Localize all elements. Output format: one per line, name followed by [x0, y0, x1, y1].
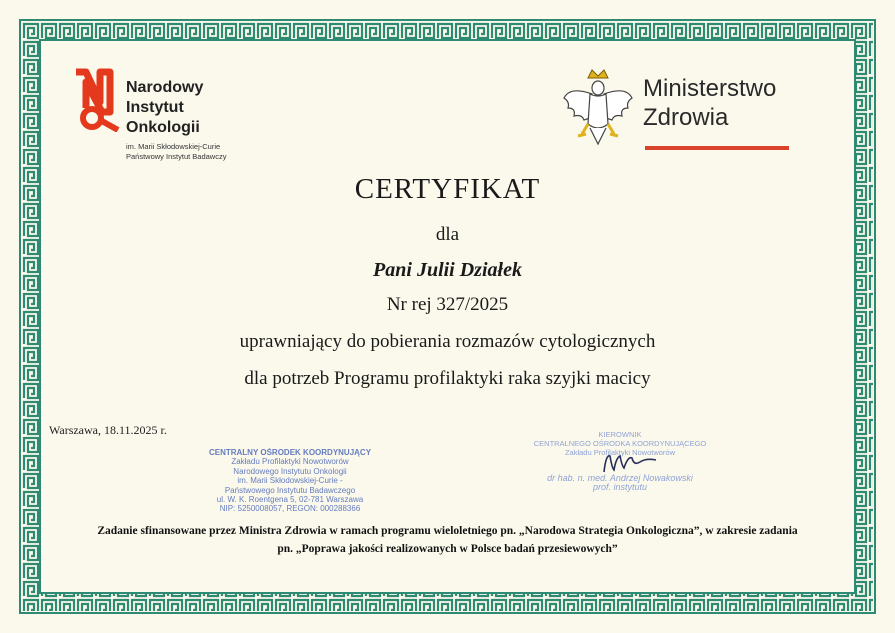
funding-note-line-2: pn. „Poprawa jakości realizowanych w Polsce badań przesiewowych” — [277, 543, 618, 555]
nio-symbol-icon — [70, 68, 122, 132]
ministry-logo — [560, 68, 800, 158]
nio-name-line-1: Narodowy — [126, 79, 204, 96]
recipient-name: Pani Julii Działek — [373, 259, 522, 281]
ministry-name-line-2: Zdrowia — [643, 104, 729, 131]
stamp-line: CENTRALNEGO OŚRODKA KOORDYNUJĄCEGO — [533, 439, 707, 448]
stamp-line: KIEROWNIK — [598, 430, 642, 439]
stamp-line: Zakładu Profilaktyki Nowotworów — [231, 457, 349, 467]
stamp-line: Zakładu Profilaktyki Nowotworów — [564, 448, 676, 457]
signer-title: prof. instytutu — [592, 482, 648, 492]
place-and-date: Warszawa, 18.11.2025 r. — [49, 423, 167, 437]
nio-logo — [70, 68, 270, 168]
certificate-body-line-1: uprawniający do pobierania rozmazów cytologicznych — [239, 331, 656, 352]
nio-name-line-3: Onkologii — [126, 119, 200, 136]
stamp-line: ul. W. K. Roentgena 5, 02-781 Warszawa — [216, 495, 364, 505]
ministry-red-bar — [645, 146, 789, 150]
nio-subtitle-line-2: Państwowy Instytut Badawczy — [126, 152, 227, 161]
funding-note-line-1: Zadanie sfinansowane przez Ministra Zdrowia w ramach programu wieloletniego pn. „Narodowa Strategia Onkologiczna”, w zakresie zadania — [97, 525, 798, 537]
nio-name-line-2: Instytut — [126, 99, 184, 116]
ministry-name-line-1: Ministerstwo — [643, 75, 777, 102]
polish-eagle-icon — [560, 68, 636, 152]
stamp-line: Narodowego Instytutu Onkologii — [233, 466, 347, 476]
handwritten-signature — [600, 448, 660, 478]
stamp-line: Państwowego Instytutu Badawczego — [224, 485, 356, 495]
coordinating-center-stamp — [190, 448, 390, 514]
nio-subtitle-line-1: im. Marii Skłodowskiej-Curie — [126, 142, 221, 151]
registration-number: Nr rej 327/2025 — [386, 294, 509, 315]
stamp-line: NIP: 5250008057, REGON: 000288366 — [219, 504, 361, 514]
certificate-body-line-2: dla potrzeb Programu profilaktyki raka szyjki macicy — [244, 368, 651, 389]
stamp-line: im. Marii Skłodowskiej-Curie - — [237, 476, 343, 486]
certificate-title: CERTYFIKAT — [354, 173, 541, 205]
signer-name: dr hab. n. med. Andrzej Nowakowski — [547, 473, 693, 483]
stamp-line: CENTRALNY OŚRODEK KOORDYNUJĄCY — [208, 448, 372, 457]
certificate-for-label: dla — [435, 224, 460, 245]
